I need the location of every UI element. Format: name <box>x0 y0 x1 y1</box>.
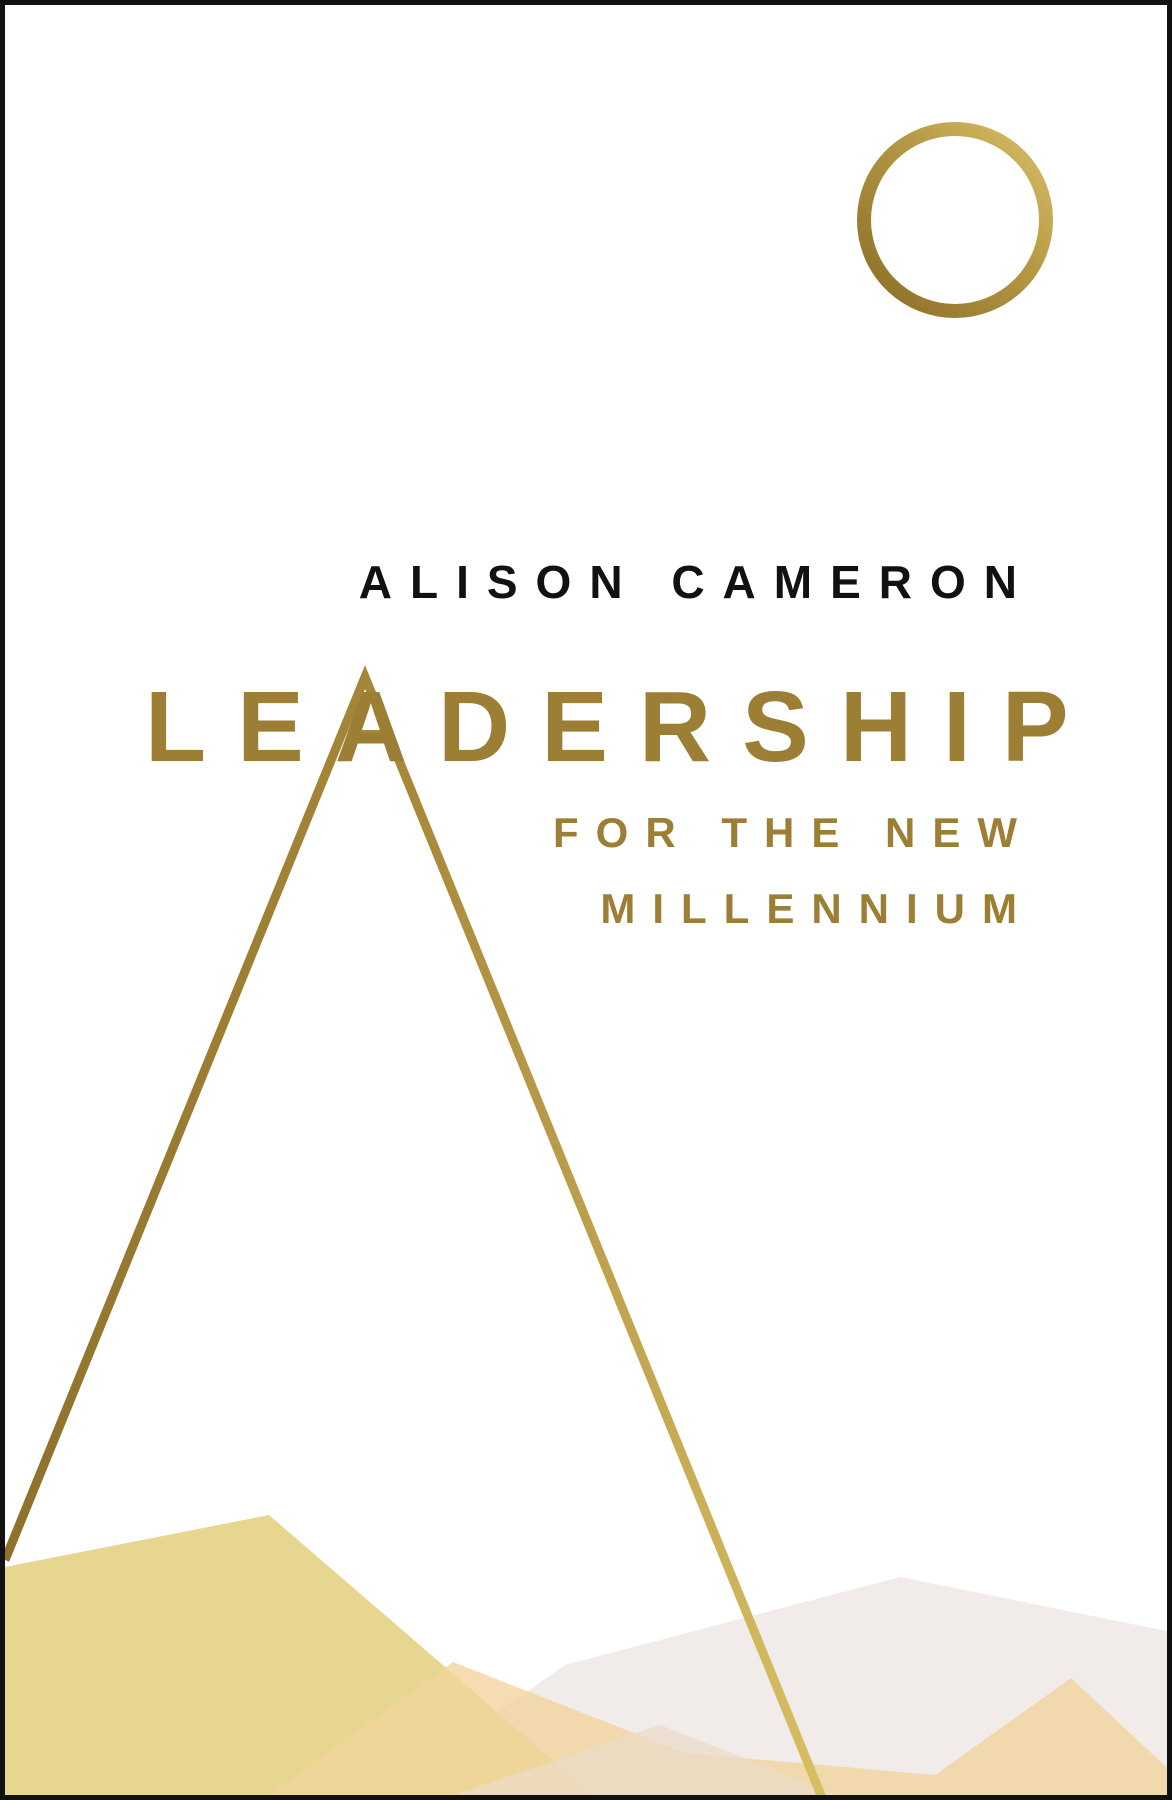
subtitle-line-2: MILLENNIUM <box>600 885 1034 932</box>
hills-shapes-icon <box>5 1515 1172 1800</box>
author-name: ALISON CAMERON <box>358 556 1035 608</box>
sun-ring-icon <box>864 129 1046 311</box>
subtitle-line-1: FOR THE NEW <box>553 809 1034 856</box>
book-title <box>145 670 1100 785</box>
book-title-text: LEADERSHIP <box>145 671 1100 783</box>
